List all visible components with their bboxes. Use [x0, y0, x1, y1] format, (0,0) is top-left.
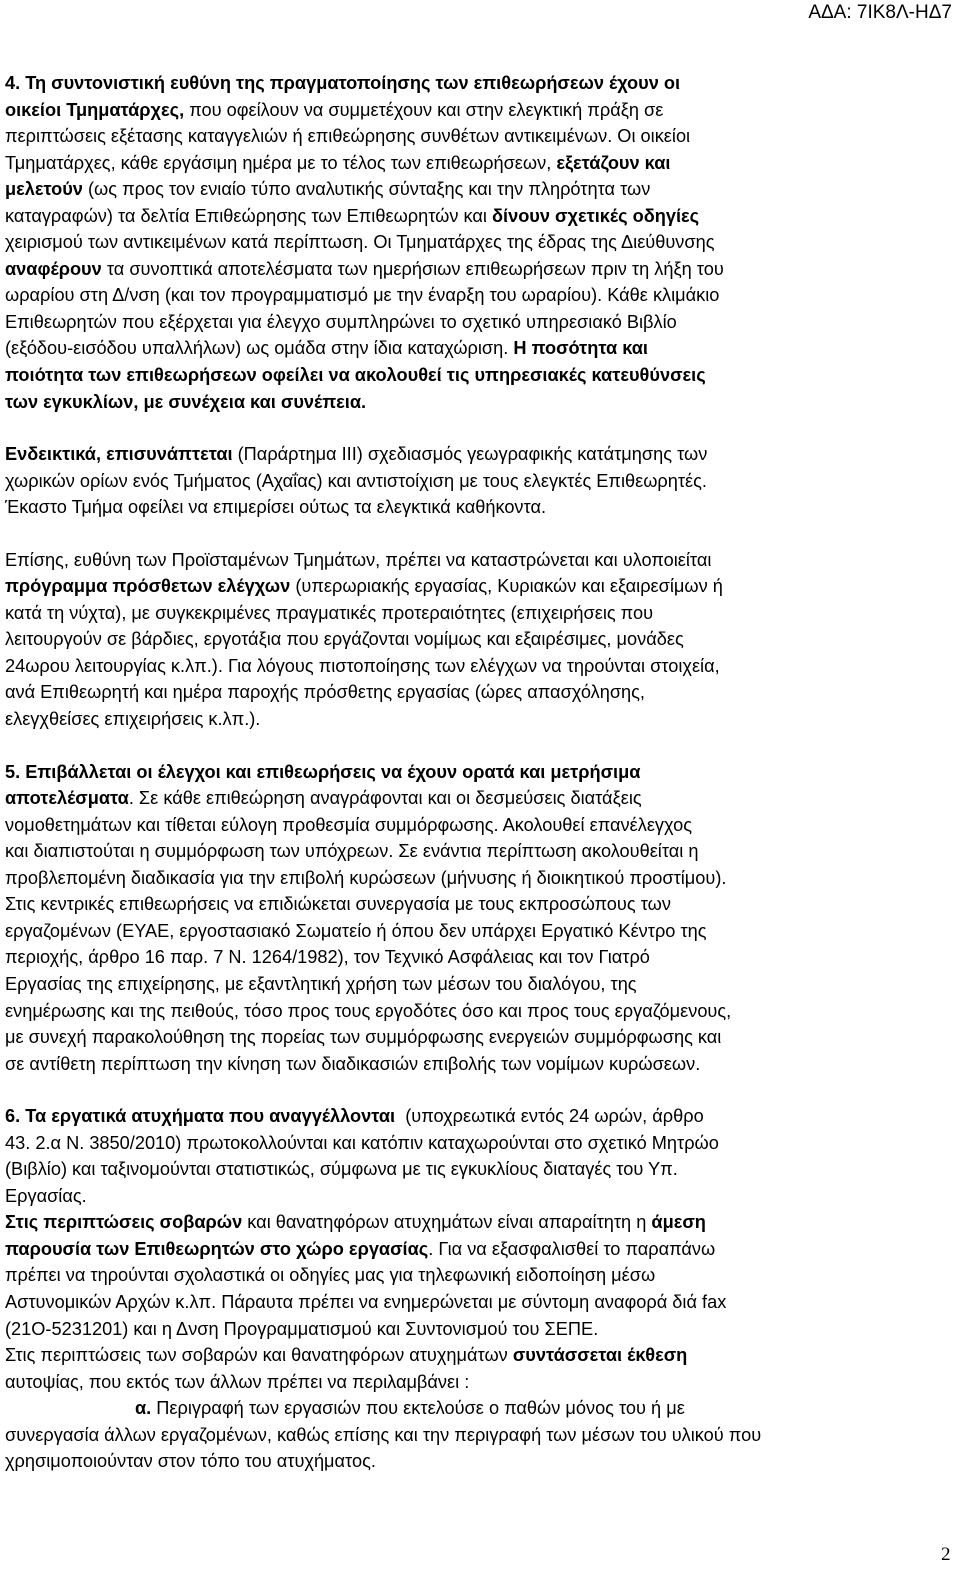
text-line	[5, 1103, 955, 1130]
text-line	[5, 918, 955, 945]
text-segment: και διαπιστούται η συμμόρφωση των υπόχρεων. Σε ενάντια περίπτωση ακολουθείται η	[5, 841, 699, 862]
text-line	[5, 971, 955, 998]
text-line	[5, 362, 955, 389]
bold-text: πρόγραμμα πρόσθετων ελέγχων	[5, 576, 291, 597]
text-line	[5, 309, 955, 336]
paragraph	[5, 70, 955, 415]
text-segment: (Βιβλίο) και ταξινομούνται στατιστικώς, σύμφωνα με τις εγκυκλίους διαταγές του Υπ.	[5, 1159, 678, 1180]
text-segment: 24ωρου λειτουργίας κ.λπ.). Για λόγους πιστοποίησης των ελέγχων να τηρούνται στοιχεία,	[5, 655, 720, 676]
text-line	[5, 759, 955, 786]
text-line	[5, 1369, 955, 1396]
text-line	[5, 1183, 955, 1210]
bold-text: Η ποσότητα και	[513, 338, 648, 359]
text-line	[5, 865, 955, 892]
text-segment: καταγραφών) τα δελτία Επιθεώρησης των Επιθεωρητών και	[5, 205, 492, 226]
text-segment: Επιθεωρητών που εξέρχεται για έλεγχο συμπληρώνει το σχετικό υπηρεσιακό Βιβλίο	[5, 311, 677, 332]
bold-text: αναφέρουν	[5, 258, 102, 279]
text-line	[5, 176, 955, 203]
document-body	[5, 70, 955, 1475]
text-segment: χειρισμού των αντικειμένων κατά περίπτωση. Οι Τμηματάρχες της έδρας της Διεύθυνσης	[5, 232, 715, 253]
text-segment: και θανατηφόρων ατυχημάτων είναι απαραίτητη η	[242, 1212, 652, 1233]
text-segment: ωραρίου στη Δ/νση (και τον προγραμματισμό με την έναρξη του ωραρίου). Κάθε κλιμάκιο	[5, 285, 720, 306]
text-line	[5, 1262, 955, 1289]
text-segment: Έκαστο Τμήμα οφείλει να επιμερίσει ούτως τα ελεγκτικά καθήκοντα.	[5, 497, 547, 518]
text-line	[5, 1316, 955, 1343]
text-segment: προβλεπομένη διαδικασία για την επιβολή κυρώσεων (μήνυσης ή διοικητικού προστίμου).	[5, 867, 727, 888]
text-segment: Αστυνομικών Αρχών κ.λπ. Πάραυτα πρέπει να ενημερώνεται με σύντομη αναφορά διά fax	[5, 1291, 727, 1312]
text-segment: πρέπει να τηρούνται σχολαστικά οι οδηγίες μας για τηλεφωνική ειδοποίηση μέσω	[5, 1265, 656, 1286]
text-segment: νομοθετημάτων και τίθεται εύλογη προθεσμία συμμόρφωσης. Ακολουθεί επανέλεγχος	[5, 814, 692, 835]
text-segment: Εργασίας της επιχείρησης, με εξαντλητική χρήση των μέσων του διαλόγου, της	[5, 973, 637, 994]
text-line	[5, 626, 955, 653]
text-line	[5, 1130, 955, 1157]
text-line	[5, 256, 955, 283]
bold-text: παρουσία των Επιθεωρητών στο χώρο εργασίας	[5, 1238, 429, 1259]
text-line	[5, 1209, 955, 1236]
paragraph	[5, 759, 955, 1078]
text-segment: Τμηματάρχες, κάθε εργάσιμη ημέρα με το τέλος των επιθεωρήσεων,	[5, 152, 557, 173]
text-line	[5, 123, 955, 150]
text-line	[5, 1236, 955, 1263]
text-segment: λειτουργούν σε βάρδιες, εργοτάξια που εργάζονται νομίμως και εξαιρέσιμες, μονάδες	[5, 629, 684, 650]
text-segment: κατά τη νύχτα), με συγκεκριμένες πραγματικές προτεραιότητες (επιχειρήσεις που	[5, 602, 654, 623]
text-line	[5, 203, 955, 230]
text-segment: που οφείλουν να συμμετέχουν και στην ελεγκτική πράξη σε	[184, 99, 664, 120]
text-line	[5, 1422, 955, 1449]
text-line	[5, 229, 955, 256]
text-segment: (ως προς τον ενιαίο τύπο αναλυτικής σύνταξης και την πληρότητα των	[82, 179, 651, 200]
text-line	[5, 1051, 955, 1078]
text-line	[5, 1395, 955, 1422]
bold-text: άμεση	[651, 1212, 706, 1233]
bold-text: Στις περιπτώσεις σοβαρών	[5, 1212, 243, 1233]
text-segment: αυτοψίας, που εκτός των άλλων πρέπει να περιλαμβάνει :	[5, 1371, 470, 1392]
text-segment: . Σε κάθε επιθεώρηση αναγράφονται και οι δεσμεύσεις διατάξεις	[128, 788, 642, 809]
text-line	[5, 1289, 955, 1316]
text-segment: συνεργασία άλλων εργαζομένων, καθώς επίσης και την περιγραφή των μέσων του υλικού που	[5, 1424, 762, 1445]
text-line	[5, 70, 955, 97]
bold-text: μελετούν	[5, 179, 83, 200]
bold-text: δίνουν σχετικές οδηγίες	[492, 205, 700, 226]
text-line	[5, 97, 955, 124]
text-segment: χρησιμοποιούνταν στον τόπο του ατυχήματος.	[5, 1451, 376, 1472]
text-segment: 43. 2.α Ν. 3850/2010) πρωτοκολλούνται και κατόπιν καταχωρούνται στο σχετικό Μητρώο	[5, 1132, 719, 1153]
text-segment: (υπερωριακής εργασίας, Κυριακών και εξαιρεσίμων ή	[290, 576, 723, 597]
text-line	[5, 812, 955, 839]
paragraph-spacer	[5, 415, 955, 441]
text-segment: περιοχής, άρθρο 16 παρ. 7 Ν. 1264/1982), τον Τεχνικό Ασφάλειας και τον Γιατρό	[5, 947, 650, 968]
text-segment: περιπτώσεις εξέτασης καταγγελιών ή επιθεώρησης συνθέτων αντικειμένων. Οι οικείοι	[5, 126, 691, 147]
text-segment: Στις περιπτώσεις των σοβαρών και θανατηφόρων ατυχημάτων	[5, 1345, 513, 1366]
text-line	[5, 653, 955, 680]
paragraph	[5, 547, 955, 733]
text-line	[5, 1342, 955, 1369]
text-segment: Στις κεντρικές επιθεωρήσεις να επιδιώκεται συνεργασία με τους εκπροσώπους των	[5, 894, 671, 915]
text-segment: χωρικών ορίων ενός Τμήματος (Αχαΐας) και αντιστοίχιση με τους ελεγκτές Επιθεωρητές.	[5, 470, 707, 491]
text-segment: σε αντίθετη περίπτωση την κίνηση των διαδικασιών επιβολής των νομίμων κυρώσεων.	[5, 1053, 701, 1074]
text-line	[5, 706, 955, 733]
bold-text: 6. Τα εργατικά ατυχήματα που αναγγέλλονται	[5, 1106, 396, 1127]
paragraph	[5, 1103, 955, 1475]
bold-text: συντάσσεται έκθεση	[512, 1345, 688, 1366]
text-line	[5, 838, 955, 865]
text-line	[5, 335, 955, 362]
text-line	[5, 441, 955, 468]
bold-text: Ενδεικτικά, επισυνάπτεται	[5, 444, 233, 465]
text-line	[5, 573, 955, 600]
text-line	[5, 389, 955, 416]
text-segment: ενημέρωσης και της πειθούς, τόσο προς τους εργοδότες όσο και προς τους εργαζόμενους,	[5, 1000, 732, 1021]
paragraph-spacer	[5, 1077, 955, 1103]
text-line	[5, 468, 955, 495]
text-line	[5, 547, 955, 574]
text-line	[5, 785, 955, 812]
text-line	[5, 1156, 955, 1183]
text-line	[5, 1024, 955, 1051]
text-segment: ανά Επιθεωρητή και ημέρα παροχής πρόσθετης εργασίας (ώρες απασχόλησης,	[5, 682, 645, 703]
paragraph-spacer	[5, 521, 955, 547]
text-line	[5, 679, 955, 706]
text-line	[5, 891, 955, 918]
text-line	[5, 282, 955, 309]
text-segment: ελεγχθείσες επιχειρήσεις κ.λπ.).	[5, 709, 261, 730]
bold-text: α.	[135, 1398, 152, 1419]
ada-code: ΑΔΑ: 7ΙΚ8Λ-ΗΔ7	[808, 2, 952, 23]
text-line	[5, 494, 955, 521]
bold-text: 5. Επιβάλλεται οι έλεγχοι και επιθεωρήσεις να έχουν ορατά και μετρήσιμα	[5, 761, 641, 782]
bold-text: αποτελέσματα	[5, 788, 129, 809]
text-line	[5, 1448, 955, 1475]
text-line	[5, 600, 955, 627]
text-line	[5, 944, 955, 971]
text-segment: (Παράρτημα ΙΙΙ) σχεδιασμός γεωγραφικής κατάτμησης των	[232, 444, 708, 465]
text-segment: τα συνοπτικά αποτελέσματα των ημερήσιων επιθεωρήσεων πριν τη λήξη του	[101, 258, 724, 279]
bold-text: 4. Τη συντονιστική ευθύνη της πραγματοποίησης των επιθεωρήσεων έχουν οι	[5, 73, 681, 93]
text-segment: με συνεχή παρακολούθηση της πορείας των συμμόρφωσης ενεργειών συμμόρφωσης και	[5, 1027, 722, 1048]
page-number: 2	[941, 1544, 951, 1565]
text-segment: εργαζομένων (ΕΥΑΕ, εργοστασιακό Σωματείο ή όπου δεν υπάρχει Εργατικό Κέντρο της	[5, 920, 707, 941]
bold-text: των εγκυκλίων, με συνέχεια και συνέπεια.	[5, 391, 367, 412]
paragraph-spacer	[5, 733, 955, 759]
text-line	[5, 150, 955, 177]
bold-text: ποιότητα των επιθεωρήσεων οφείλει να ακολουθεί τις υπηρεσιακές κατευθύνσεις	[5, 365, 706, 386]
text-segment: (υποχρεωτικά εντός 24 ωρών, άρθρο	[395, 1106, 704, 1127]
text-segment: (εξόδου-εισόδου υπαλλήλων) ως ομάδα στην ίδια καταχώριση.	[5, 338, 514, 359]
paragraph	[5, 441, 955, 521]
text-segment: (21Ο-5231201) και η Δνση Προγραμματισμού και Συντονισμού του ΣΕΠΕ.	[5, 1318, 599, 1339]
text-segment: Επίσης, ευθύνη των Προϊσταμένων Τμημάτων, πρέπει να καταστρώνεται και υλοποιείται	[5, 549, 712, 570]
text-line	[5, 998, 955, 1025]
text-segment: . Για να εξασφαλισθεί το παραπάνω	[428, 1238, 716, 1259]
bold-text: οικείοι Τμηματάρχες,	[5, 99, 185, 120]
text-segment: Περιγραφή των εργασιών που εκτελούσε ο παθών μόνος του ή με	[151, 1398, 685, 1419]
text-segment: Εργασίας.	[5, 1185, 87, 1206]
bold-text: εξετάζουν και	[556, 152, 671, 173]
